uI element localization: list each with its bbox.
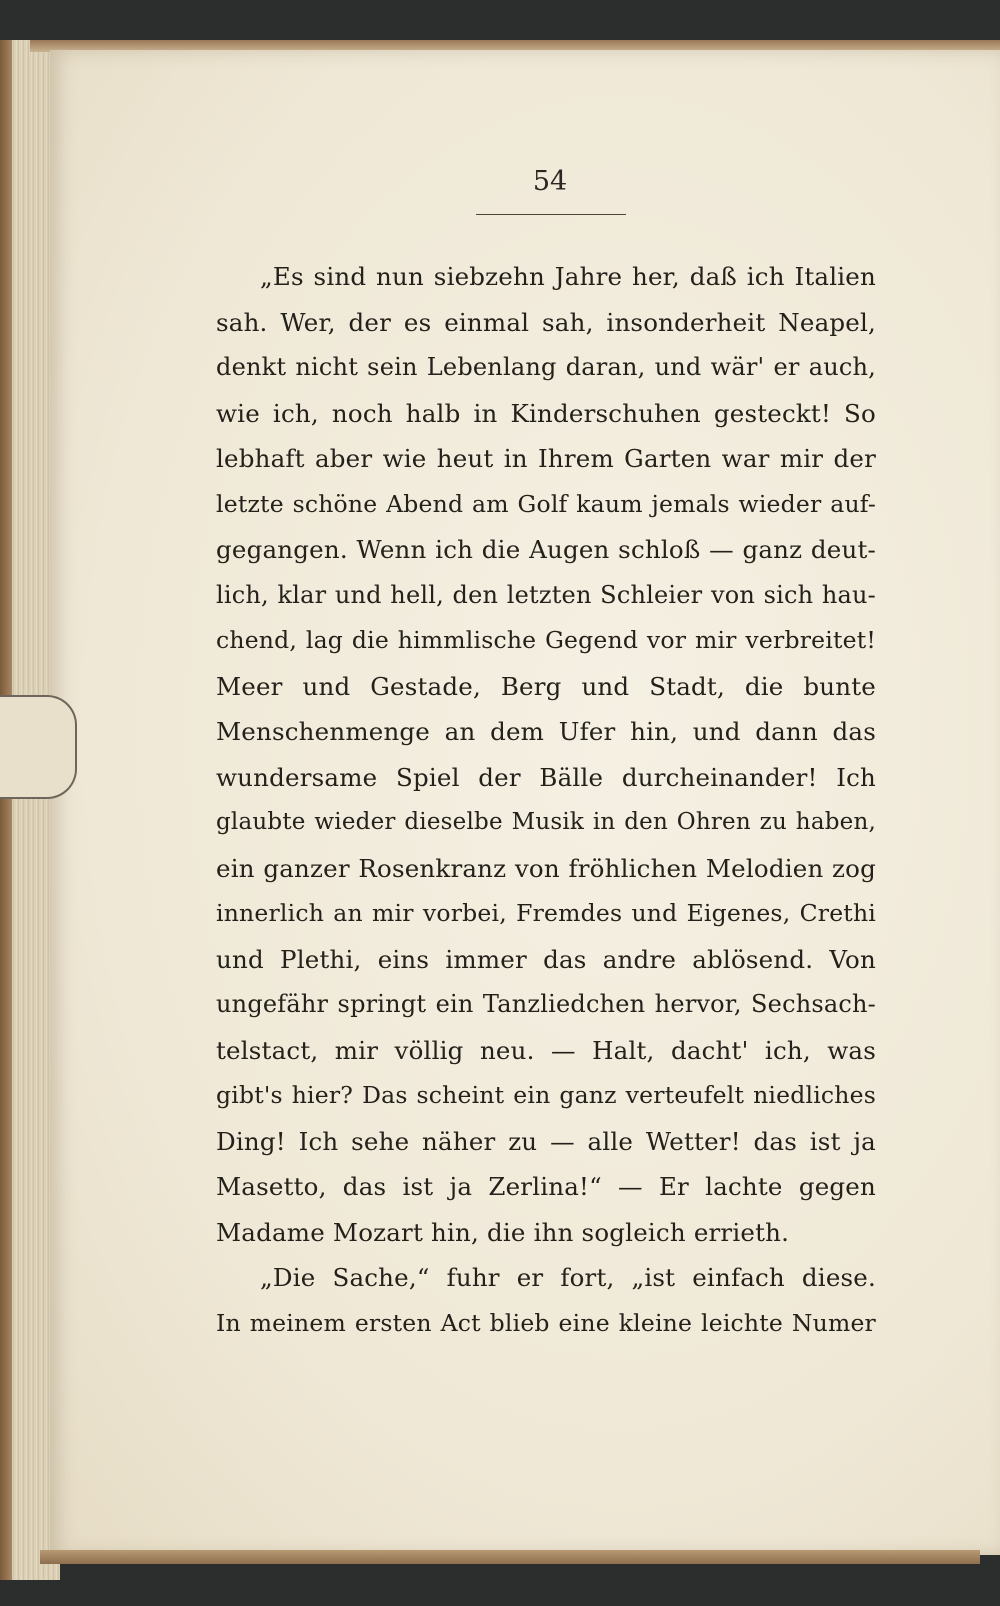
text-line: wie ich, noch halb in Kinderschuhen gesteckt! So	[216, 398, 876, 428]
text-line: lich, klar und hell, den letzten Schleier von sich hau-	[216, 580, 876, 609]
text-line: glaubte wieder dieselbe Musik in den Ohren zu haben,	[216, 809, 876, 835]
text-line: ein ganzer Rosenkranz von fröhlichen Melodien zog	[216, 853, 876, 883]
text-line: sah. Wer, der es einmal sah, insonderheit Neapel,	[216, 307, 876, 337]
text-line: Menschenmenge an dem Ufer hin, und dann das	[216, 717, 876, 746]
text-line: und Plethi, eins immer das andre ablösend. Von	[216, 944, 876, 974]
text-line: denkt nicht sein Lebenlang daran, und wär' er auch,	[216, 353, 876, 381]
book-cover-edge	[0, 40, 12, 1580]
text-line: Ding! Ich sehe näher zu — alle Wetter! das ist ja	[216, 1126, 876, 1156]
text-line: „Es sind nun siebzehn Jahre her, daß ich Italien	[260, 262, 876, 291]
text-line: wundersame Spiel der Bälle durcheinander! Ich	[216, 762, 876, 792]
text-line: chend, lag die himmlische Gegend vor mir verbreitet!	[216, 626, 876, 654]
text-line: letzte schöne Abend am Golf kaum jemals wieder auf-	[216, 489, 876, 518]
text-line: „Die Sache,“ fuhr er fort, „ist einfach diese.	[260, 1263, 876, 1292]
body-text	[216, 254, 876, 1346]
text-line: Meer und Gestade, Berg und Stadt, die bunte	[216, 671, 876, 701]
text-line: innerlich an mir vorbei, Fremdes und Eigenes, Crethi	[216, 899, 876, 927]
text-line: In meinem ersten Act blieb eine kleine leichte Numer	[216, 1308, 876, 1337]
text-line: gegangen. Wenn ich die Augen schloß — ganz deut-	[216, 535, 876, 564]
text-line: gibt's hier? Das scheint ein ganz verteufelt niedliches	[216, 1081, 876, 1109]
text-line: Madame Mozart hin, die ihn sogleich errieth.	[216, 1217, 790, 1247]
page-number: 54	[532, 166, 568, 197]
text-line: lebhaft aber wie heut in Ihrem Garten war mir der	[216, 444, 876, 473]
text-line: telstact, mir völlig neu. — Halt, dacht' ich, was	[216, 1035, 876, 1065]
text-line: Masetto, das ist ja Zerlina!“ — Er lachte gegen	[216, 1172, 876, 1201]
text-line: ungefähr springt ein Tanzliedchen hervor, Sechsach-	[216, 990, 876, 1018]
page-number-rule	[476, 214, 626, 215]
page-tab-marker	[0, 695, 77, 799]
page-bottom-edge	[40, 1550, 980, 1564]
